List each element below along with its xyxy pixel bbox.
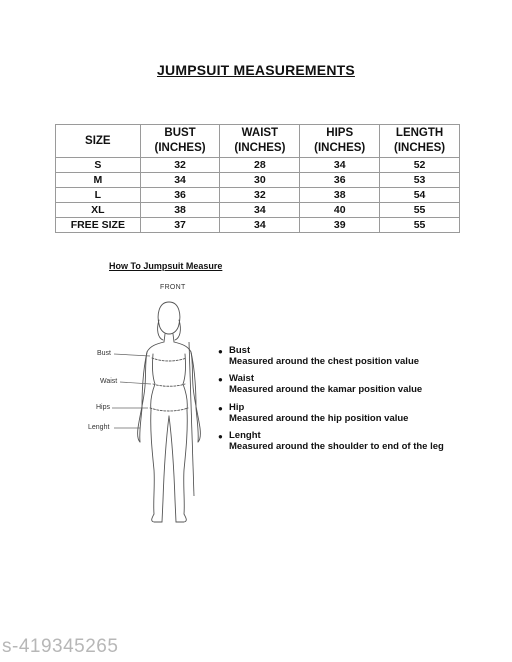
- cell-hips: 38: [300, 188, 380, 203]
- col-header-size: SIZE: [56, 125, 141, 158]
- instruction-desc: Measured around the shoulder to end of the leg: [229, 441, 444, 452]
- watermark: s-419345265: [2, 636, 119, 657]
- bullet-icon: ●: [218, 404, 223, 413]
- howto-heading: How To Jumpsuit Measure: [109, 261, 223, 271]
- table-row: [56, 203, 460, 218]
- instruction-bust: [218, 345, 419, 367]
- cell-length: 55: [380, 203, 460, 218]
- cell-length: 52: [380, 158, 460, 173]
- table-header-row: [56, 125, 460, 158]
- col-header-hips: HIPS (INCHES): [300, 125, 380, 158]
- cell-bust: 32: [140, 158, 220, 173]
- cell-hips: 36: [300, 173, 380, 188]
- cell-hips: 40: [300, 203, 380, 218]
- cell-size: L: [56, 188, 141, 203]
- bullet-icon: ●: [218, 347, 223, 356]
- bullet-icon: ●: [218, 432, 223, 441]
- front-label: FRONT: [160, 284, 186, 291]
- cell-size: XL: [56, 203, 141, 218]
- table-row: [56, 218, 460, 233]
- col-header-waist: WAIST (INCHES): [220, 125, 300, 158]
- bullet-icon: ●: [218, 375, 223, 384]
- instruction-hip: [218, 402, 408, 424]
- cell-size: S: [56, 158, 141, 173]
- instruction-waist: [218, 373, 422, 395]
- instruction-desc: Measured around the hip position value: [229, 413, 409, 424]
- col-header-bust: BUST (INCHES): [140, 125, 220, 158]
- table-row: [56, 173, 460, 188]
- figure-label-waist: Waist: [100, 378, 118, 385]
- cell-waist: 32: [220, 188, 300, 203]
- instruction-desc: Measured around the chest position value: [229, 356, 420, 367]
- cell-length: 53: [380, 173, 460, 188]
- instruction-title: Hip: [229, 402, 245, 413]
- cell-size: M: [56, 173, 141, 188]
- cell-length: 55: [380, 218, 460, 233]
- instruction-title: Waist: [229, 373, 254, 384]
- instruction-title: Lenght: [229, 430, 261, 441]
- col-header-length: LENGTH (INCHES): [380, 125, 460, 158]
- cell-size: FREE SIZE: [56, 218, 141, 233]
- instruction-desc: Measured around the kamar position value: [229, 384, 423, 395]
- figure-label-hips: Hips: [96, 404, 111, 411]
- cell-hips: 34: [300, 158, 380, 173]
- cell-hips: 39: [300, 218, 380, 233]
- cell-bust: 36: [140, 188, 220, 203]
- cell-bust: 37: [140, 218, 220, 233]
- cell-bust: 38: [140, 203, 220, 218]
- size-chart-table: [55, 124, 460, 233]
- page-title: JUMPSUIT MEASUREMENTS: [157, 62, 355, 78]
- cell-waist: 34: [220, 218, 300, 233]
- cell-bust: 34: [140, 173, 220, 188]
- figure-label-bust: Bust: [97, 350, 112, 357]
- figure-label-length: Lenght: [88, 424, 110, 431]
- cell-waist: 28: [220, 158, 300, 173]
- cell-length: 54: [380, 188, 460, 203]
- cell-waist: 30: [220, 173, 300, 188]
- instruction-title: Bust: [229, 345, 251, 356]
- instruction-length: [218, 430, 444, 452]
- cell-waist: 34: [220, 203, 300, 218]
- table-row: [56, 188, 460, 203]
- table-row: [56, 158, 460, 173]
